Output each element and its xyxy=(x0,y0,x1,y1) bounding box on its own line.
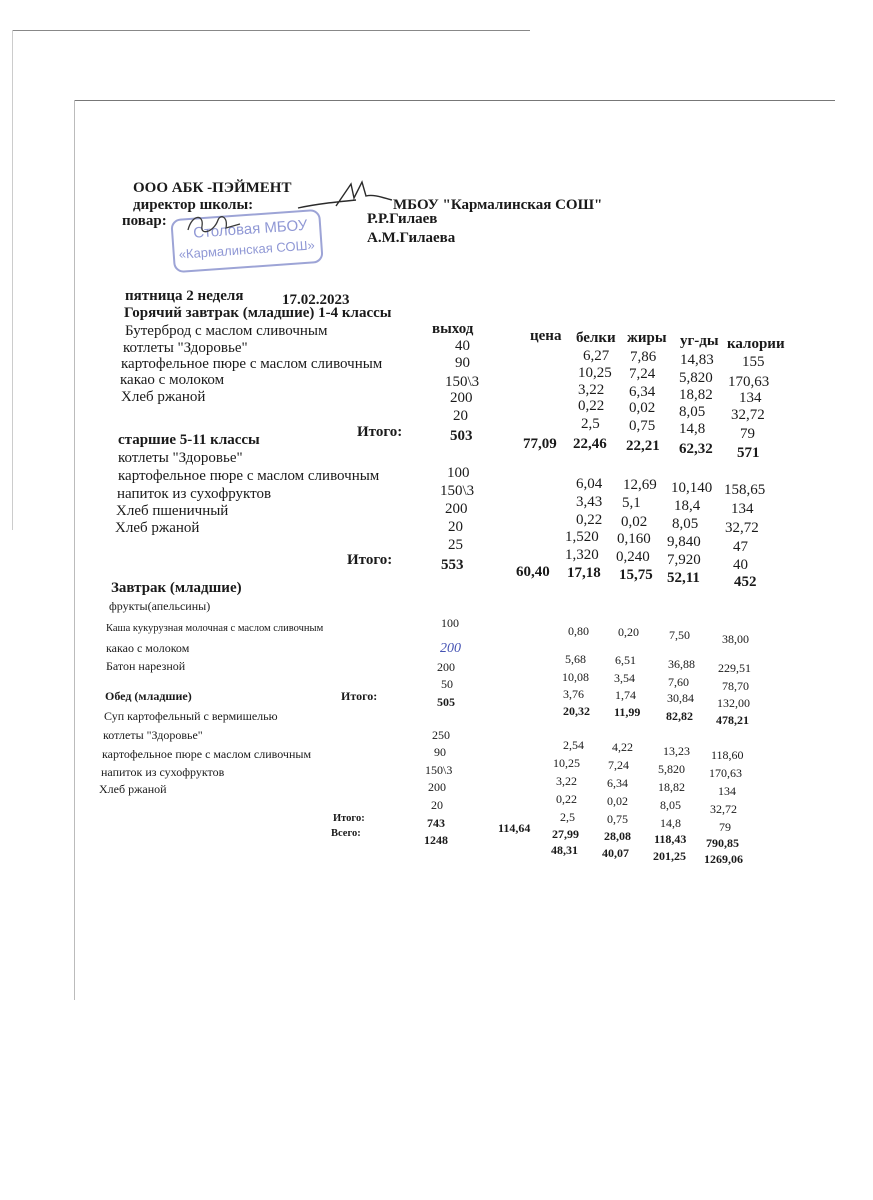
dish-name: Хлеб ржаной xyxy=(121,389,206,405)
calories-value: 229,51 xyxy=(718,661,751,675)
director-signature xyxy=(296,178,396,218)
protein-value: 5,68 xyxy=(565,652,586,666)
day-label: пятница 2 неделя xyxy=(125,288,244,304)
total-carbs: 52,11 xyxy=(667,570,700,586)
dish-output: 150\3 xyxy=(440,483,475,499)
calories-value: 32,72 xyxy=(710,802,737,816)
fat-value: 0,160 xyxy=(617,531,651,547)
stamp-line-2: «Кармалинская СОШ» xyxy=(178,237,316,262)
fat-value: 7,24 xyxy=(608,758,629,772)
dish-name: Суп картофельный с вермишелью xyxy=(104,709,278,723)
protein-value: 10,25 xyxy=(578,365,612,381)
calories-value: 32,72 xyxy=(725,520,759,536)
dish-name: картофельное пюре с маслом сливочным xyxy=(121,356,383,372)
director-name: Р.Р.Гилаев xyxy=(367,211,438,227)
fat-value: 0,02 xyxy=(607,794,628,808)
school-name: МБОУ "Кармалинская СОШ" xyxy=(393,197,603,213)
total-output: 743 xyxy=(427,816,445,830)
fat-value: 0,02 xyxy=(621,514,648,530)
col-output-header: выход xyxy=(432,321,474,337)
dish-name: Батон нарезной xyxy=(106,659,186,673)
protein-value: 6,04 xyxy=(576,476,603,492)
protein-value: 2,5 xyxy=(581,416,600,432)
menu-date: 17.02.2023 xyxy=(282,292,350,308)
total-label: Итого: xyxy=(341,689,378,703)
calories-value: 132,00 xyxy=(717,696,750,710)
carbs-value: 5,820 xyxy=(658,762,685,776)
carbs-value: 8,05 xyxy=(679,404,706,420)
carbs-value: 14,83 xyxy=(680,352,714,368)
fat-value: 3,54 xyxy=(614,671,635,685)
dish-name: напиток из сухофруктов xyxy=(101,765,225,779)
total-protein: 27,99 xyxy=(552,827,579,841)
dish-name: Каша кукурузная молочная с маслом сливочным xyxy=(106,623,324,634)
total-calories: 452 xyxy=(734,574,757,590)
section-lunch-junior: Обед (младшие) xyxy=(105,689,192,703)
fat-value: 6,34 xyxy=(607,776,628,790)
protein-value: 0,22 xyxy=(578,398,605,414)
total-price: 77,09 xyxy=(523,436,557,452)
total-label: Итого: xyxy=(347,552,393,568)
dish-output: 150\3 xyxy=(425,763,453,777)
grand-total-fat: 40,07 xyxy=(602,846,629,860)
dish-output: 40 xyxy=(455,338,470,354)
section-senior: старшие 5-11 классы xyxy=(118,432,260,448)
carbs-value: 7,920 xyxy=(667,552,701,568)
carbs-value: 18,82 xyxy=(658,780,685,794)
carbs-value: 9,840 xyxy=(667,534,701,550)
dish-output: 90 xyxy=(455,355,470,371)
fat-value: 7,86 xyxy=(630,349,657,365)
col-price-header: цена xyxy=(530,328,562,344)
total-fat: 15,75 xyxy=(619,567,653,583)
total-protein: 22,46 xyxy=(573,436,607,452)
dish-output: 200 xyxy=(445,501,468,517)
fat-value: 6,51 xyxy=(615,653,636,667)
total-output: 503 xyxy=(450,428,473,444)
carbs-value: 8,05 xyxy=(672,516,699,532)
total-output: 553 xyxy=(441,557,464,573)
protein-value: 0,22 xyxy=(556,792,577,806)
carbs-value: 5,820 xyxy=(679,370,713,386)
protein-value: 10,25 xyxy=(553,756,580,770)
carbs-value: 30,84 xyxy=(667,691,694,705)
carbs-value: 14,8 xyxy=(679,421,706,437)
grand-total-protein: 48,31 xyxy=(551,843,578,857)
grand-total-output: 1248 xyxy=(424,833,448,847)
total-fat: 28,08 xyxy=(604,829,631,843)
protein-value: 3,43 xyxy=(576,494,603,510)
fat-value: 6,34 xyxy=(629,384,656,400)
dish-name: картофельное пюре с маслом сливочным xyxy=(118,468,380,484)
grand-total-label: Всего: xyxy=(331,828,361,839)
protein-value: 0,80 xyxy=(568,624,589,638)
dish-name: картофельное пюре с маслом сливочным xyxy=(102,747,312,761)
total-fat: 11,99 xyxy=(614,705,641,719)
dish-output-handwritten: 200 xyxy=(440,641,461,656)
total-fat: 22,21 xyxy=(626,438,660,454)
protein-value: 1,320 xyxy=(565,547,599,563)
director-label: директор школы: xyxy=(133,197,254,213)
dish-name: какао с молоком xyxy=(120,372,225,388)
dish-output: 90 xyxy=(434,745,446,759)
fat-value: 1,74 xyxy=(615,688,636,702)
total-price: 60,40 xyxy=(516,564,550,580)
protein-value: 3,22 xyxy=(578,382,605,398)
col-protein-header: белки xyxy=(576,330,616,346)
fat-value: 0,240 xyxy=(616,549,650,565)
dish-name: напиток из сухофруктов xyxy=(117,486,272,502)
protein-value: 0,22 xyxy=(576,512,603,528)
carbs-value: 14,8 xyxy=(660,816,681,830)
total-protein: 17,18 xyxy=(567,565,601,581)
section-breakfast-junior: Завтрак (младшие) xyxy=(111,580,242,596)
col-calories-header: калории xyxy=(727,336,785,352)
stamp-line-1: Столовая МБОУ xyxy=(192,216,308,242)
carbs-value: 7,50 xyxy=(669,628,690,642)
dish-output: 200 xyxy=(450,390,473,406)
calories-value: 134 xyxy=(731,501,754,517)
total-calories: 478,21 xyxy=(716,713,749,727)
protein-value: 3,76 xyxy=(563,687,584,701)
dish-name: котлеты "Здоровье" xyxy=(103,728,203,742)
dish-output: 200 xyxy=(428,780,446,794)
carbs-value: 10,140 xyxy=(671,480,713,496)
dish-name: какао с молоком xyxy=(106,641,190,655)
dish-output: 20 xyxy=(453,408,468,424)
calories-value: 38,00 xyxy=(722,632,749,646)
dish-output: 250 xyxy=(432,728,450,742)
total-carbs: 82,82 xyxy=(666,709,693,723)
calories-value: 78,70 xyxy=(722,679,749,693)
section-hot-breakfast-junior: Горячий завтрак (младшие) 1-4 классы xyxy=(124,305,392,321)
dish-name: Бутерброд с маслом сливочным xyxy=(125,323,328,339)
carbs-value: 18,82 xyxy=(679,387,713,403)
dish-output: 50 xyxy=(441,677,453,691)
dish-name: котлеты "Здоровье" xyxy=(123,340,248,356)
total-carbs: 118,43 xyxy=(654,832,687,846)
calories-value: 155 xyxy=(742,354,765,370)
protein-value: 6,27 xyxy=(583,348,610,364)
cook-label: повар: xyxy=(122,213,167,229)
dish-output: 25 xyxy=(448,537,463,553)
dish-output: 200 xyxy=(437,660,455,674)
grand-total-calories: 1269,06 xyxy=(704,852,743,866)
total-label: Итого: xyxy=(333,813,365,824)
protein-value: 2,54 xyxy=(563,738,584,752)
company-name: ООО АБК -ПЭЙМЕНТ xyxy=(133,180,292,196)
calories-value: 40 xyxy=(733,557,748,573)
fat-value: 0,75 xyxy=(629,418,656,434)
total-protein: 20,32 xyxy=(563,704,590,718)
dish-name: Хлеб ржаной xyxy=(99,782,167,796)
protein-value: 2,5 xyxy=(560,810,575,824)
calories-value: 170,63 xyxy=(709,766,742,780)
fat-value: 0,20 xyxy=(618,625,639,639)
calories-value: 118,60 xyxy=(711,748,744,762)
total-carbs: 62,32 xyxy=(679,441,713,457)
carbs-value: 13,23 xyxy=(663,744,690,758)
cook-name: А.М.Гилаева xyxy=(367,230,456,246)
total-price: 114,64 xyxy=(498,821,531,835)
fat-value: 12,69 xyxy=(623,477,657,493)
fat-value: 0,02 xyxy=(629,400,656,416)
col-fat-header: жиры xyxy=(627,330,667,346)
calories-value: 79 xyxy=(719,820,731,834)
carbs-value: 7,60 xyxy=(668,675,689,689)
dish-output: 20 xyxy=(448,519,463,535)
fat-value: 0,75 xyxy=(607,812,628,826)
dish-name: фрукты(апельсины) xyxy=(109,599,211,613)
total-label: Итого: xyxy=(357,424,403,440)
col-carbs-header: уг-ды xyxy=(680,333,719,349)
dish-name: Хлеб пшеничный xyxy=(116,503,229,519)
calories-value: 134 xyxy=(739,390,762,406)
calories-value: 170,63 xyxy=(728,374,770,390)
grand-total-carbs: 201,25 xyxy=(653,849,686,863)
calories-value: 79 xyxy=(740,426,755,442)
cook-signature xyxy=(184,210,244,240)
dish-output: 100 xyxy=(441,616,459,630)
carbs-value: 18,4 xyxy=(674,498,701,514)
dish-output: 20 xyxy=(431,798,443,812)
total-calories: 790,85 xyxy=(706,836,739,850)
carbs-value: 36,88 xyxy=(668,657,695,671)
fat-value: 5,1 xyxy=(622,495,641,511)
protein-value: 3,22 xyxy=(556,774,577,788)
calories-value: 32,72 xyxy=(731,407,765,423)
calories-value: 158,65 xyxy=(724,482,766,498)
dish-output: 100 xyxy=(447,465,470,481)
protein-value: 10,08 xyxy=(562,670,589,684)
protein-value: 1,520 xyxy=(565,529,599,545)
fat-value: 4,22 xyxy=(612,740,633,754)
total-output: 505 xyxy=(437,695,455,709)
calories-value: 47 xyxy=(733,539,748,555)
calories-value: 134 xyxy=(718,784,736,798)
total-calories: 571 xyxy=(737,445,760,461)
fat-value: 7,24 xyxy=(629,366,656,382)
dish-name: Хлеб ржаной xyxy=(115,520,200,536)
dish-output: 150\3 xyxy=(445,374,480,390)
carbs-value: 8,05 xyxy=(660,798,681,812)
dish-name: котлеты "Здоровье" xyxy=(118,450,243,466)
